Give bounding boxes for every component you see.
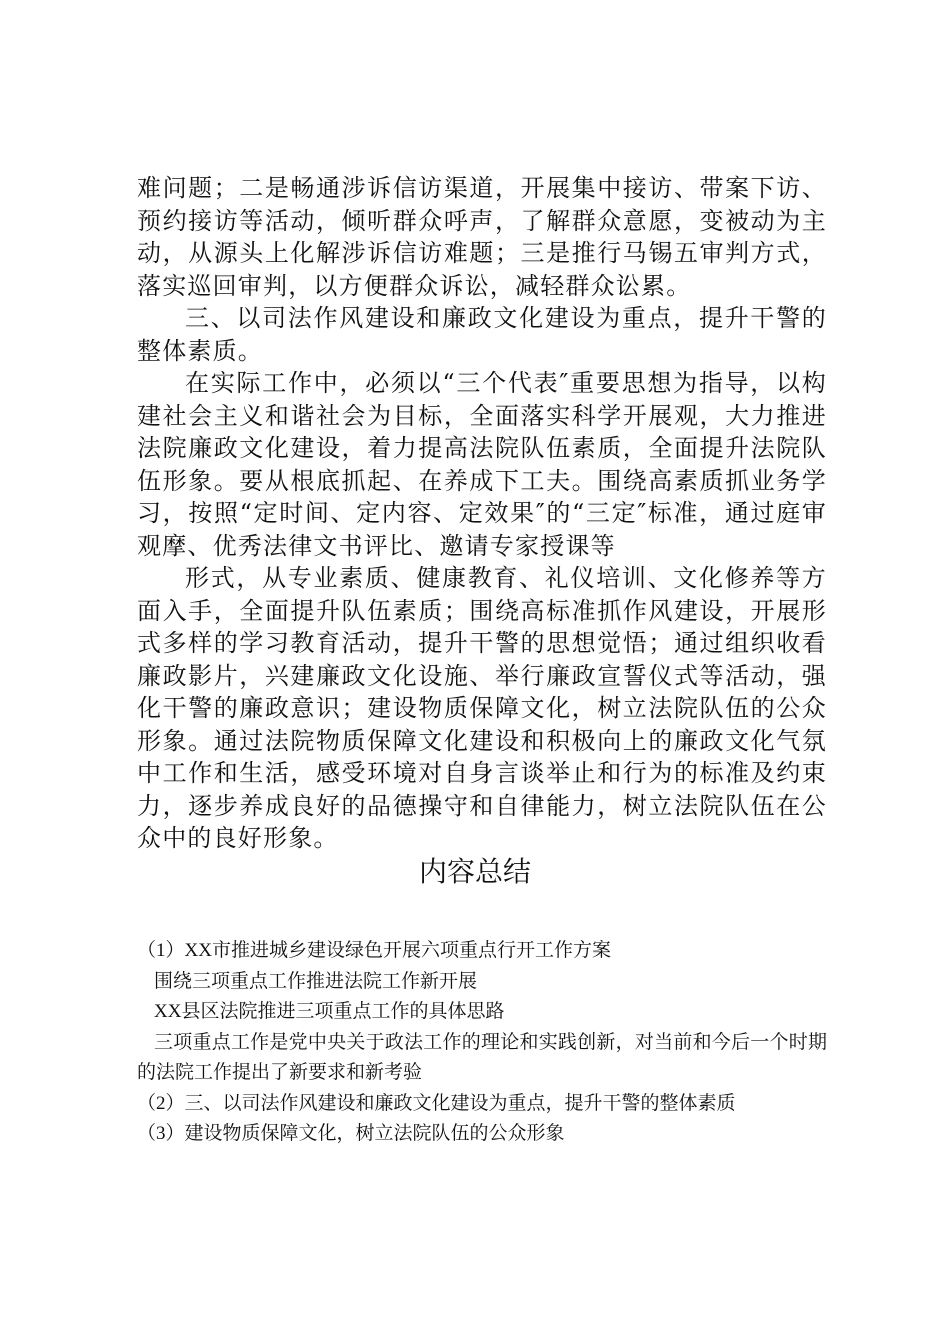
document-body <box>137 172 827 855</box>
summary-item-3: （3）建设物质保障文化，树立法院队伍的公众形象 <box>137 1123 565 1144</box>
summary-item-1-sub-3: 三项重点工作是党中央关于政法工作的理论和实践创新，对当前和今后一个时期的法院工作提出了新要求和新考验 <box>137 1031 827 1083</box>
summary-item-2: （2）三、以司法作风建设和廉政文化建设为重点，提升干警的整体素质 <box>137 1092 736 1114</box>
body-paragraph-1: 难问题；二是畅通涉诉信访渠道，开展集中接访、带案下访、预约接访等活动，倾听群众呼声，了解群众意愿，变被动为主动，从源头上化解涉诉信访难题；三是推行马锡五审判方式，落实巡回审判，以方便群众诉讼，减轻群众讼累。 <box>137 174 827 300</box>
summary-list <box>137 936 827 1150</box>
section-heading-3: 三、以司法作风建设和廉政文化建设为重点，提升干警的整体素质。 <box>137 304 827 365</box>
body-paragraph-2: 在实际工作中，必须以“三个代表″重要思想为指导，以构建社会主义和谐社会为目标，全面落实科学开展观，大力推进法院廉政文化建设，着力提高法院队伍素质，全面提升法院队伍形象。要从根底抓起、在养成下工夫。围绕高素质抓业务学习，按照“定时间、定内容、定效果″的“三定″标准，通过庭审观摩、优秀法律文书评比、邀请专家授课等 <box>137 369 827 560</box>
body-paragraph-3: 形式，从专业素质、健康教育、礼仪培训、文化修养等方面入手，全面提升队伍素质；围绕高标准抓作风建设，开展形式多样的学习教育活动，提升干警的思想觉悟；通过组织收看廉政影片，兴建廉政文化设施、举行廉政宣誓仪式等活动，强化干警的廉政意识；建设物质保障文化，树立法院队伍的公众形象。通过法院物质保障文化建设和积极向上的廉政文化气氛中工作和生活，感受环境对自身言谈举止和行为的标准及约束力，逐步养成良好的品德操守和自律能力，树立法院队伍在公众中的良好形象。 <box>137 564 827 852</box>
summary-item-1-sub-1: 围绕三项重点工作推进法院工作新开展 <box>154 970 478 992</box>
summary-item-1: （1）XX市推进城乡建设绿色开展六项重点行开工作方案 <box>137 940 611 961</box>
summary-title: 内容总结 <box>418 855 531 888</box>
summary-item-1-sub-2: XX县区法院推进三项重点工作的具体思路 <box>154 1001 505 1022</box>
